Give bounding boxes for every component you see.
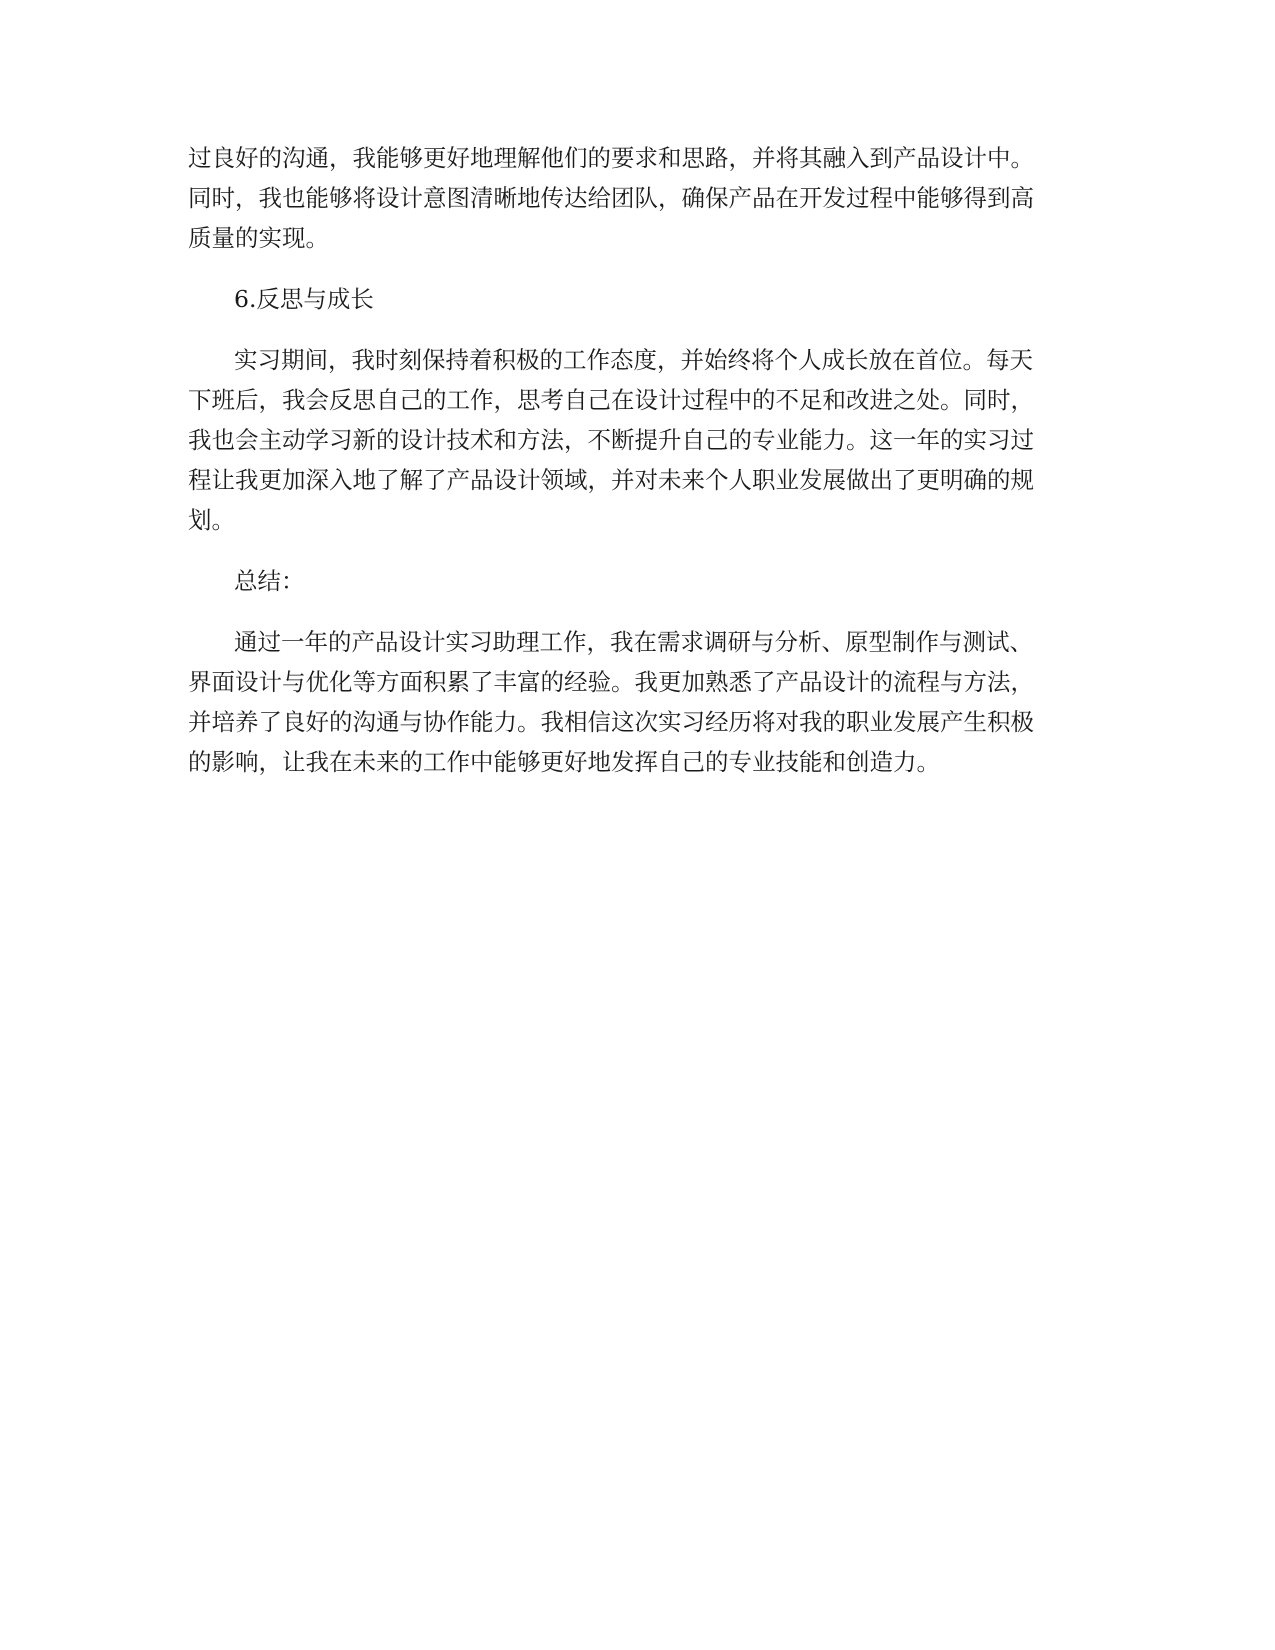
heading-text: 总结：	[234, 567, 305, 595]
paragraph-summary	[188, 622, 1088, 782]
section-heading-reflection	[188, 279, 1088, 319]
paragraph-communication-continued	[188, 138, 1088, 258]
text-line: 我也会主动学习新的设计技术和方法，不断提升自己的专业能力。这一年的实习过	[188, 426, 1034, 454]
text-line: 同时，我也能够将设计意图清晰地传达给团队，确保产品在开发过程中能够得到高	[188, 184, 1034, 212]
heading-text: 6.反思与成长	[234, 285, 374, 313]
text-line: 过良好的沟通，我能够更好地理解他们的要求和思路，并将其融入到产品设计中。	[188, 144, 1034, 172]
text-line: 质量的实现。	[188, 224, 329, 252]
section-heading-summary	[188, 561, 1088, 601]
text-line: 并培养了良好的沟通与协作能力。我相信这次实习经历将对我的职业发展产生积极	[188, 708, 1034, 736]
text-line: 实习期间，我时刻保持着积极的工作态度，并始终将个人成长放在首位。每天	[234, 346, 1033, 374]
text-line: 的影响，让我在未来的工作中能够更好地发挥自己的专业技能和创造力。	[188, 748, 940, 776]
paragraph-reflection	[188, 340, 1088, 540]
text-line: 下班后，我会反思自己的工作，思考自己在设计过程中的不足和改进之处。同时，	[188, 386, 1034, 414]
text-line: 界面设计与优化等方面积累了丰富的经验。我更加熟悉了产品设计的流程与方法，	[188, 668, 1034, 696]
text-line: 程让我更加深入地了解了产品设计领域，并对未来个人职业发展做出了更明确的规	[188, 466, 1034, 494]
document-body	[188, 138, 1088, 803]
text-line: 划。	[188, 506, 235, 534]
text-line: 通过一年的产品设计实习助理工作，我在需求调研与分析、原型制作与测试、	[234, 628, 1033, 656]
